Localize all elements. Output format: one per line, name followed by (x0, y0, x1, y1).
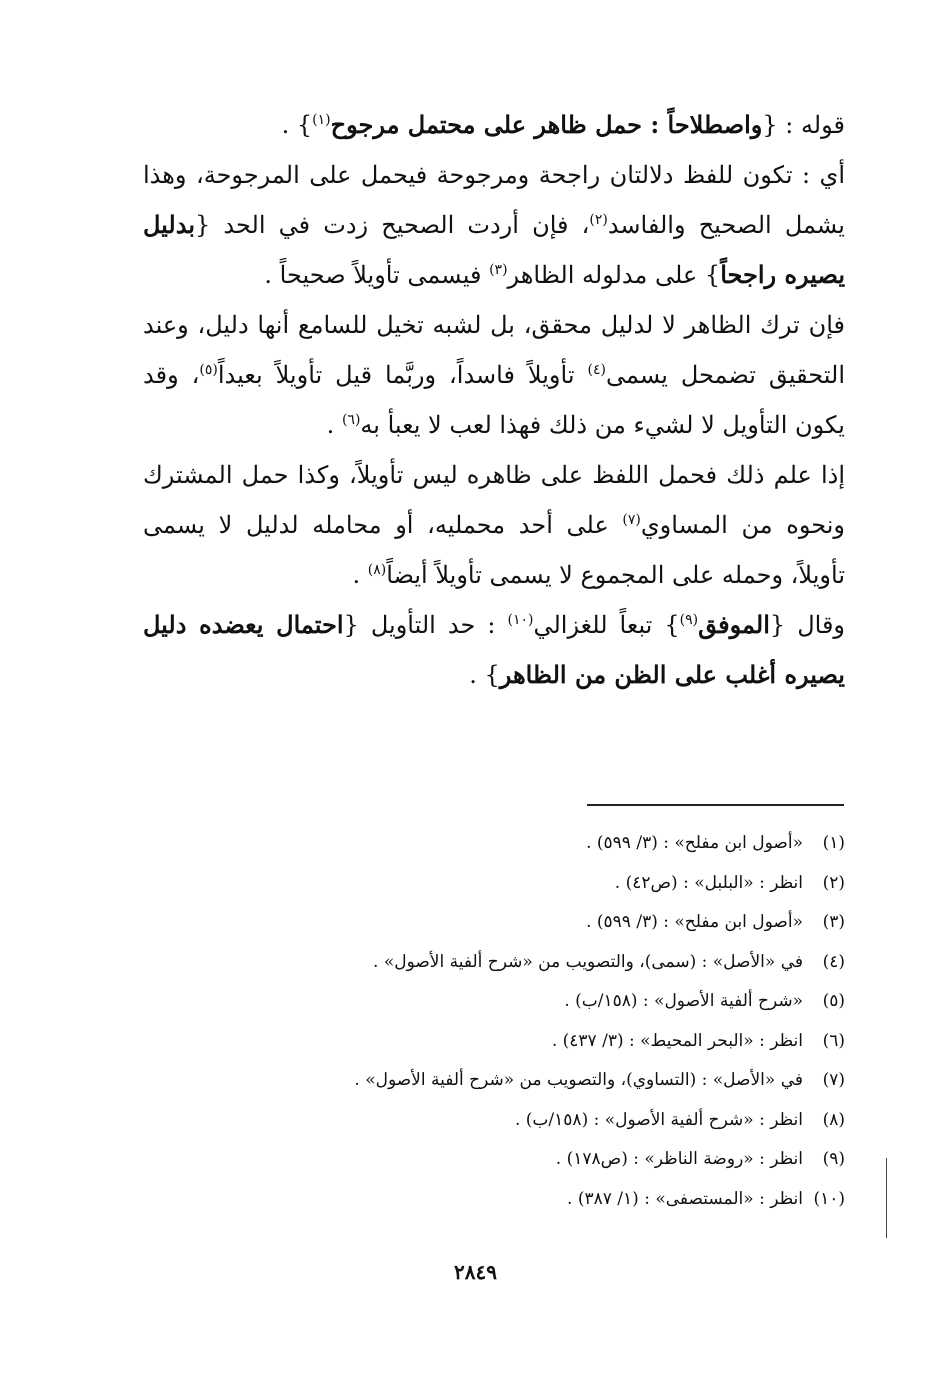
paragraph-4 (143, 450, 845, 600)
footnote-text: «أصول ابن مفلح» : (٣/ ٥٩٩) . (586, 833, 803, 853)
footnote-text: انظر : «البلبل» : (ص٤٢) . (614, 872, 803, 893)
footnote-item (143, 982, 845, 1022)
footnote-ref: (١٠) (507, 612, 534, 628)
paragraph-5 (143, 600, 845, 700)
footnote-ref: (١) (312, 112, 331, 128)
text-run: وقال { (769, 611, 846, 639)
footnote-text: في «الأصل» : (سمى)، والتصويب من «شرح ألفية الأصول» . (373, 951, 803, 972)
text-run: إذا علم ذلك فحمل اللفظ على ظاهره ليس تأويلاً، وكذا حمل المشترك ونحوه من المساوي (143, 461, 845, 539)
footnote-number: (١) (822, 833, 845, 853)
text-run: } تبعاً للغزالي (533, 611, 680, 639)
paragraph-1 (143, 100, 845, 150)
text-run: ، فإن أردت الصحيح زدت في الحد { (195, 211, 590, 239)
footnote-text: انظر : «البحر المحيط» : (٣/ ٤٣٧) . (551, 1030, 803, 1051)
footnote-number: (٣) (822, 912, 845, 932)
text-run: } . (281, 111, 313, 139)
footnote-text: «شرح ألفية الأصول» : (١٥٨/ب) . (564, 991, 803, 1011)
text-run: قوله : { (762, 111, 845, 139)
footnote-item (143, 903, 845, 943)
footnote-item (143, 943, 845, 983)
footnote-ref: (٩) (679, 612, 699, 628)
text-run: فإن ترك الظاهر لا لدليل محقق، بل لشبه تخيل للسامع أنها دليل، وعند التحقيق تضمحل يسمى (143, 311, 845, 389)
footnote-ref: (٢) (589, 212, 608, 228)
text-run: } على مدلوله الظاهر (507, 261, 721, 289)
footnote-text: انظر : «شرح ألفية الأصول» : (١٥٨/ب) . (514, 1109, 803, 1130)
footnote-number: (٨) (822, 1109, 845, 1130)
text-run: } . (469, 661, 500, 689)
bold-term: احتمال يعضده دليل يصيره أغلب على الظن من الظاهر (143, 610, 845, 689)
footnote-number: (١٠) (813, 1188, 845, 1209)
footnote-separator (587, 804, 844, 806)
text-run: ، وقد يكون التأويل لا لشيء من ذلك فهذا لعب لا يعبأ به (143, 361, 845, 439)
footnote-number: (٩) (822, 1149, 845, 1169)
footnote-text: انظر : «روضة الناظر» : (ص١٧٨) . (555, 1149, 803, 1169)
paragraph-2 (143, 150, 845, 300)
footnote-number: (٦) (822, 1030, 845, 1051)
footnote-item (143, 864, 845, 904)
footnote-ref: (٥) (199, 362, 218, 378)
page-number: ٢٨٤٩ (454, 1260, 497, 1284)
footnote-text: «أصول ابن مفلح» : (٣/ ٥٩٩) . (586, 912, 803, 932)
footnote-item (143, 1101, 845, 1141)
footnote-ref: (٧) (622, 512, 641, 528)
bold-term: الموفق (698, 610, 770, 639)
text-run: على أحد محمليه، أو محامله لدليل لا يسمى تأويلاً، وحمله على المجموع لا يسمى تأويلاً أيضاً (143, 511, 845, 589)
footnote-number: (٧) (822, 1070, 845, 1090)
footnote-item (143, 1061, 845, 1101)
footnote-number: (٥) (822, 991, 845, 1011)
text-run: . (326, 411, 342, 439)
margin-mark (886, 1158, 887, 1238)
footnote-item (143, 1022, 845, 1062)
footnote-text: في «الأصل» : (التساوي)، والتصويب من «شرح ألفية الأصول» . (354, 1070, 803, 1090)
text-run: أي : تكون للفظ دلالتان راجحة ومرجوحة فيحمل على المرجوحة، وهذا يشمل الصحيح والفاسد (143, 161, 845, 239)
footnote-text: انظر : «المستصفى» : (١/ ٣٨٧) . (567, 1188, 803, 1209)
text-run: تأويلاً فاسداً، وربَّما قيل تأويلاً بعيداً (217, 361, 588, 389)
footnote-item (143, 824, 845, 864)
text-run: : حد التأويل { (343, 611, 508, 639)
footnote-item (143, 1140, 845, 1180)
footnote-ref: (٨) (367, 562, 387, 578)
footnote-ref: (٦) (341, 412, 361, 428)
paragraph-3 (143, 300, 845, 450)
main-text (143, 100, 845, 700)
footnote-item (143, 1180, 845, 1220)
footnote-ref: (٤) (587, 362, 606, 378)
text-run: فيسمى تأويلاً صحيحاً . (264, 261, 490, 289)
bold-term: واصطلاحاً : حمل ظاهر على محتمل مرجوح (330, 110, 763, 139)
footnote-ref: (٣) (489, 262, 508, 278)
text-run: . (352, 561, 368, 589)
footnote-number: (٤) (822, 951, 845, 972)
footnotes (143, 824, 845, 1219)
footnote-number: (٢) (822, 872, 845, 893)
bold-term: بدليل يصيره راجحاً (143, 210, 845, 289)
